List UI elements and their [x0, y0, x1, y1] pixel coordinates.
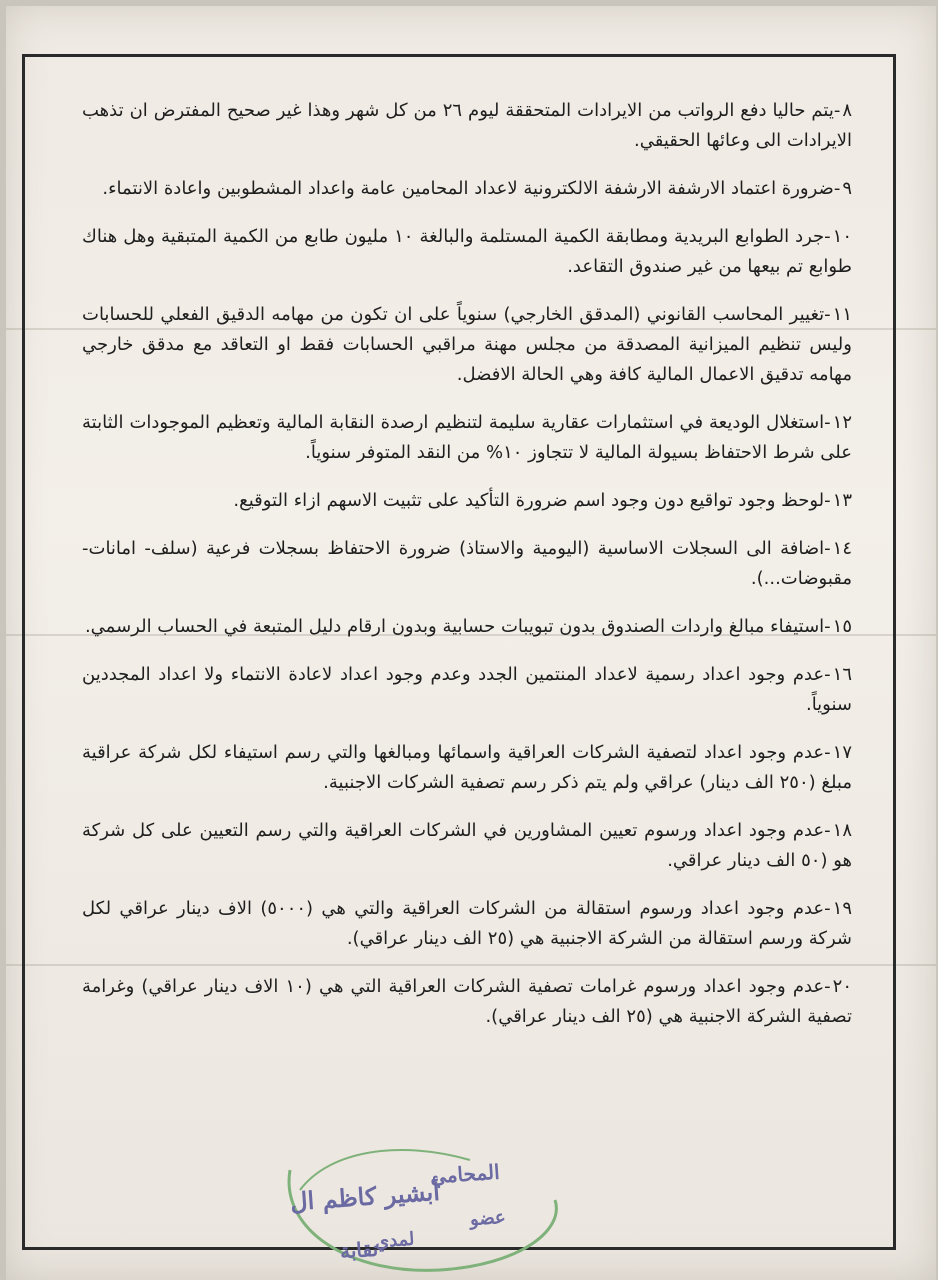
item-number: ١٨	[832, 820, 852, 841]
list-item-17	[82, 738, 852, 798]
item-text: -ضرورة اعتماد الارشفة الارشفة الالكترونية لاعداد المحامين عامة واعداد المشطوبين واعادة الانتماء.	[102, 178, 841, 199]
item-text: -يتم حاليا دفع الرواتب من الايرادات المتحققة ليوم ٢٦ من كل شهر وهذا غير صحيح المفترض ان تذهب الايرادات الى وعائها الحقيقي.	[82, 100, 852, 151]
item-text: -عدم وجود اعداد لتصفية الشركات العراقية واسمائها ومبالغها والتي رسم استيفاء لكل شركة عراقية مبلغ (٢٥٠ الف دينار) عراقي ولم يتم ذكر رسم تصفية الشركات الاجنبية.	[82, 742, 852, 793]
list-item-15	[82, 612, 852, 642]
list-item-19	[82, 894, 852, 954]
item-number: ١٠	[832, 226, 852, 247]
list-item-13	[82, 486, 852, 516]
item-text: -لوحظ وجود تواقيع دون وجود اسم ضرورة التأكيد على تثبيت الاسهم ازاء التوقيع.	[233, 490, 831, 511]
item-text: -استغلال الوديعة في استثمارات عقارية سليمة لتنظيم ارصدة النقابة المالية وتعظيم الموجودات الثابتة على شرط الاحتفاظ بسيولة المالية لا تتجاوز ١٠% من النقد المتوفر سنوياً.	[82, 412, 852, 463]
item-text: -استيفاء مبالغ واردات الصندوق بدون تبويبات حسابية وبدون ارقام دليل المتبعة في الحساب الرسمي.	[84, 616, 831, 637]
item-text: -عدم وجود اعداد رسمية لاعداد المنتمين الجدد وعدم وجود اعداد لاعادة الانتماء ولا اعداد المجددين سنوياً.	[82, 664, 852, 715]
list-item-8	[82, 96, 852, 156]
item-number: ٨	[842, 100, 853, 121]
item-number: ١٥	[832, 616, 852, 637]
item-number: ١٧	[832, 742, 852, 763]
list-item-18	[82, 816, 852, 876]
signature-suffix: عضو	[469, 1206, 507, 1231]
item-number: ١١	[832, 304, 852, 325]
item-text: -اضافة الى السجلات الاساسية (اليومية والاستاذ) ضرورة الاحتفاظ بسجلات فرعية (سلف- امانات- مقبوضات...).	[82, 538, 852, 589]
item-number: ١٢	[832, 412, 852, 433]
item-number: ١٦	[832, 664, 852, 685]
item-text: -عدم وجود اعداد ورسوم تعيين المشاورين في الشركات العراقية والتي رسم التعيين على كل شركة هو (٥٠ الف دينار عراقي.	[82, 820, 852, 871]
item-text: -جرد الطوابع البريدية ومطابقة الكمية المستلمة والبالغة ١٠ مليون طابع من الكمية المتبقية وهل هناك طوابع تم بيعها من غير صندوق التقاعد.	[82, 226, 852, 277]
signature-union: نقابة	[339, 1236, 379, 1264]
item-text: -عدم وجود اعداد ورسوم استقالة من الشركات العراقية والتي هي (٥٠٠٠) الاف دينار عراقي لكل شركة ورسم استقالة من الشركة الاجنبية هي (٢٥ الف دينار عراقي).	[82, 898, 852, 949]
list-item-14	[82, 534, 852, 594]
item-text: -تغيير المحاسب القانوني (المدقق الخارجي) سنوياً على ان تكون من مهامه الدقيق الفعلي للحسابات وليس تنظيم الميزانية المصدقة من مجلس مهنة مراقبي الحسابات فقط او التعاقد مع مدقق خارجي مهامه تدقيق الاعمال المالية كافة وهي الحالة الافضل.	[82, 304, 852, 385]
signature-title: المحامي	[429, 1159, 501, 1189]
list-item-12	[82, 408, 852, 468]
item-number: ١٣	[832, 490, 852, 511]
item-number: ٢٠	[832, 976, 852, 997]
list-item-9	[82, 174, 852, 204]
item-number: ٩	[842, 178, 852, 199]
item-number: ١٤	[832, 538, 852, 559]
signature-partial: لمدي	[374, 1228, 416, 1253]
list-item-20	[82, 972, 852, 1032]
item-text: -عدم وجود اعداد ورسوم غرامات تصفية الشركات العراقية التي هي (١٠ الاف دينار عراقي) وغرامة تصفية الشركة الاجنبية هي (٢٥ الف دينار عراقي).	[82, 976, 852, 1027]
list-item-10	[82, 222, 852, 282]
signature-name: أبشير كاظم ال	[289, 1176, 441, 1217]
document-body	[82, 96, 852, 1050]
list-item-16	[82, 660, 852, 720]
item-number: ١٩	[832, 898, 852, 919]
list-item-11	[82, 300, 852, 390]
